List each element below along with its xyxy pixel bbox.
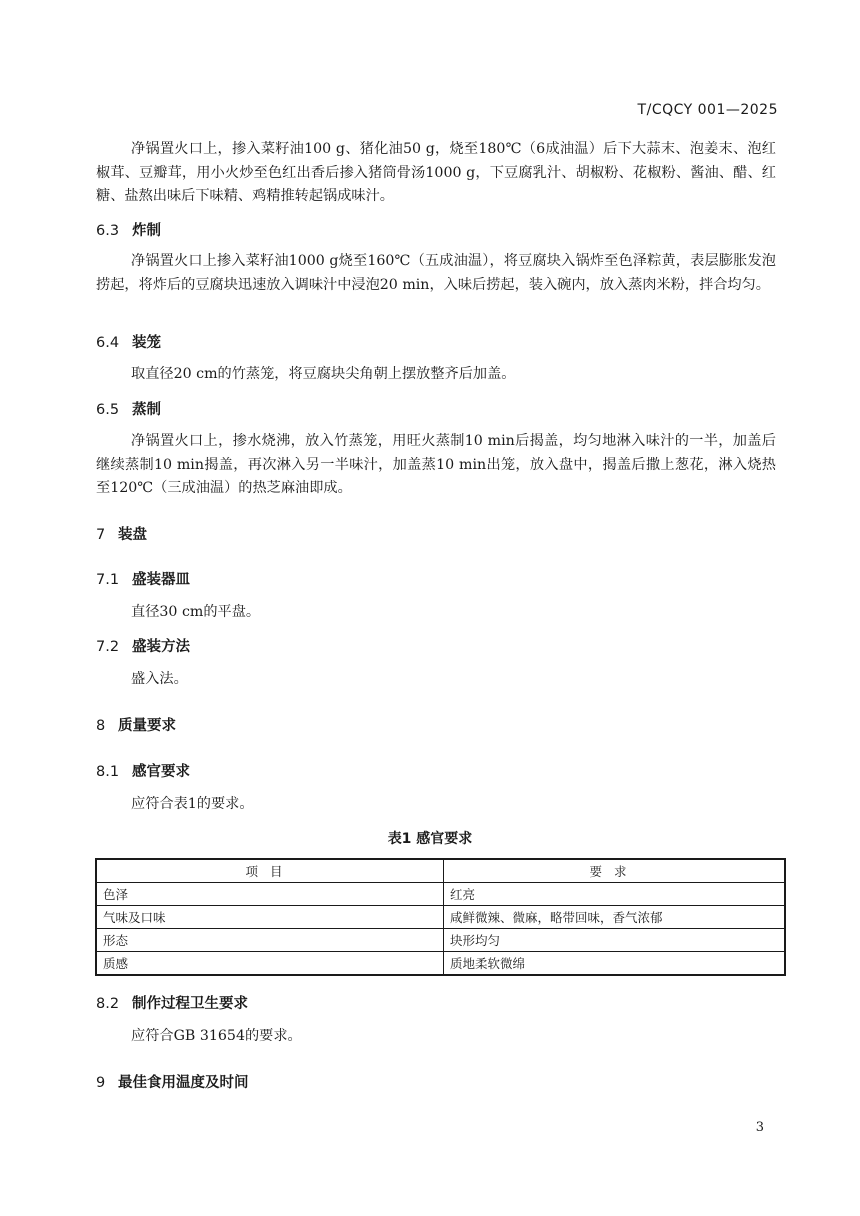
section-7-2-body: 盛入法。 <box>131 671 188 687</box>
section-8-heading <box>96 714 176 735</box>
section-title: 最佳食用温度及时间 <box>118 1075 249 1091</box>
section-8-1-body: 应符合表1的要求。 <box>131 796 254 812</box>
section-title: 炸制 <box>132 223 161 239</box>
section-number: 8.1 <box>96 764 120 780</box>
table-cell: 形态 <box>96 929 444 952</box>
table-row <box>96 883 785 906</box>
intro-paragraph: 净锅置火口上，掺入菜籽油100 g、猪化油50 g，烧至180℃（6成油温）后下大蒜末、泡姜末、泡红椒茸、豆瓣茸，用小火炒至色红出香后掺入猪筒骨汤1000 g，下豆腐乳汁、胡椒粉、花椒粉、酱油、醋、红糖、盐熬出味后下味精、鸡精推转起锅成味汁。 <box>96 141 776 204</box>
section-number: 8 <box>96 718 106 734</box>
table-cell: 色泽 <box>96 883 444 906</box>
section-number: 7 <box>96 527 106 543</box>
section-6-4-body: 取直径20 cm的竹蒸笼，将豆腐块尖角朝上摆放整齐后加盖。 <box>131 366 516 382</box>
section-title: 装盘 <box>118 527 147 543</box>
section-7-2-heading <box>96 635 190 656</box>
sensory-requirements-table <box>95 858 786 976</box>
section-title: 质量要求 <box>118 718 176 734</box>
table-row <box>96 952 785 976</box>
table-cell: 气味及口味 <box>96 906 444 929</box>
section-7-1-heading <box>96 568 190 589</box>
section-6-5-heading <box>96 398 161 419</box>
table-header-row <box>96 859 785 883</box>
section-6-3-body: 净锅置火口上掺入菜籽油1000 g烧至160℃（五成油温），将豆腐块入锅炸至色泽粽黄，表层膨胀发泡捞起，将炸后的豆腐块迅速放入调味汁中浸泡20 min，入味后捞起，装入碗内，放入蒸肉米粉，拌合均匀。 <box>96 253 776 293</box>
table-cell: 质地柔软微绵 <box>444 952 786 976</box>
document-code: T/CQCY 001—2025 <box>637 102 778 118</box>
page-number: 3 <box>755 1120 764 1135</box>
table-cell: 红亮 <box>444 883 786 906</box>
table-header-cell: 要求 <box>444 859 786 883</box>
table-cell: 块形均匀 <box>444 929 786 952</box>
section-8-2-body: 应符合GB 31654的要求。 <box>131 1028 302 1044</box>
table-row <box>96 906 785 929</box>
section-6-3-heading <box>96 219 161 240</box>
section-number: 6.3 <box>96 223 120 239</box>
section-title: 盛装方法 <box>132 639 190 655</box>
table-caption: 表1 感官要求 <box>387 831 473 847</box>
table-header-cell: 项目 <box>96 859 444 883</box>
section-title: 装笼 <box>132 335 161 351</box>
section-number: 9 <box>96 1075 106 1091</box>
table-cell: 质感 <box>96 952 444 976</box>
section-8-2-heading <box>96 992 248 1013</box>
section-title: 蒸制 <box>132 402 161 418</box>
table-cell: 咸鲜微辣、微麻，略带回味，香气浓郁 <box>444 906 786 929</box>
section-8-1-heading <box>96 760 190 781</box>
section-number: 8.2 <box>96 996 120 1012</box>
section-6-5-body: 净锅置火口上，掺水烧沸，放入竹蒸笼，用旺火蒸制10 min后揭盖，均匀地淋入味汁的一半，加盖后继续蒸制10 min揭盖，再次淋入另一半味汁，加盖蒸10 min出笼，放入盘中，揭盖后撒上葱花，淋入烧热至120℃（三成油温）的热芝麻油即成。 <box>96 433 776 496</box>
section-6-4-heading <box>96 331 161 352</box>
section-number: 7.1 <box>96 572 120 588</box>
section-title: 制作过程卫生要求 <box>132 996 248 1012</box>
table-row <box>96 929 785 952</box>
section-9-heading <box>96 1071 249 1092</box>
section-number: 7.2 <box>96 639 120 655</box>
section-title: 盛装器皿 <box>132 572 190 588</box>
section-number: 6.4 <box>96 335 120 351</box>
section-7-1-body: 直径30 cm的平盘。 <box>131 604 261 620</box>
section-7-heading <box>96 523 147 544</box>
section-title: 感官要求 <box>132 764 190 780</box>
section-number: 6.5 <box>96 402 120 418</box>
